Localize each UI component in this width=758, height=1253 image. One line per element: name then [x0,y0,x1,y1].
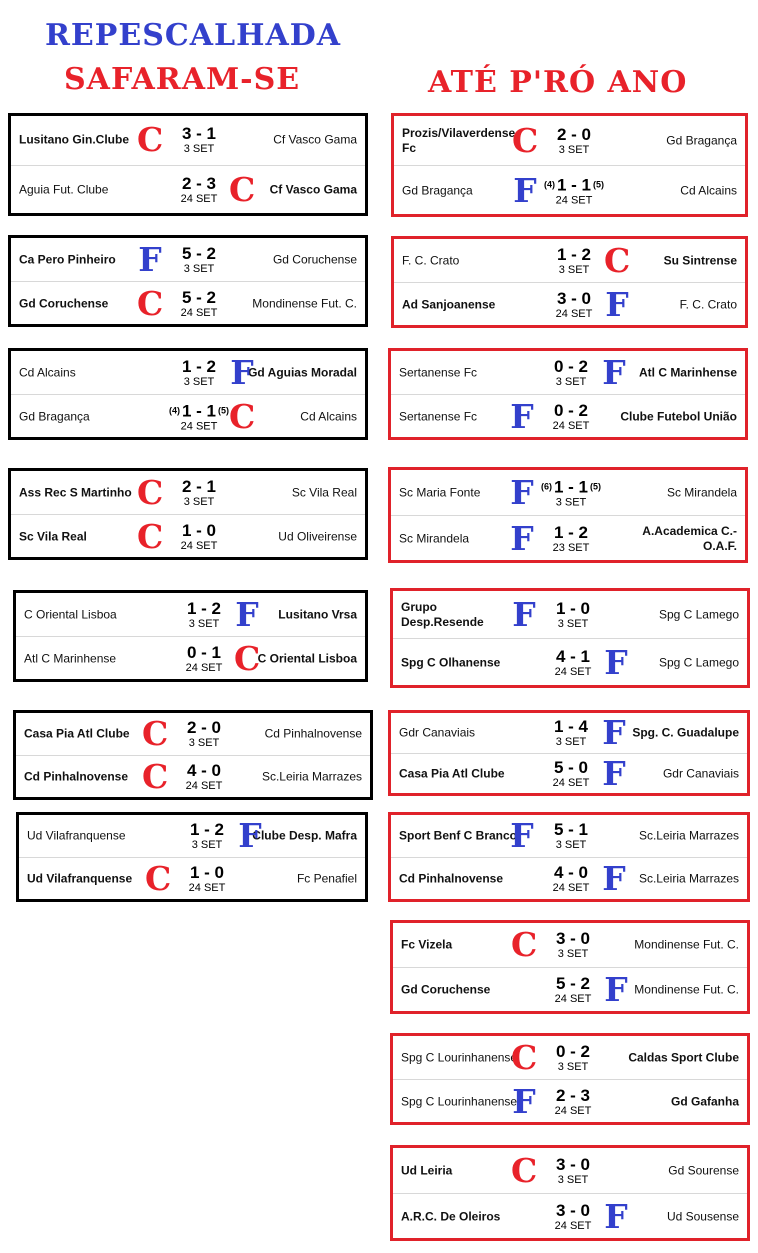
home-team: C Oriental Lisboa [24,607,117,621]
penalty-home: (6) [540,481,552,491]
match-row [11,514,365,558]
f-marker-icon: F [235,594,259,634]
f-marker-icon: F [602,713,626,752]
score: 2 - 0 [556,124,592,144]
score-block [533,930,613,960]
match-date: 3 SET [557,1060,589,1073]
match-row [393,1148,747,1193]
match-row [16,713,370,755]
score-block [164,644,244,674]
match-card [390,920,750,1014]
away-team: Cd Alcains [680,183,737,197]
score-block [167,821,247,851]
match-row [393,923,747,967]
score: 4 - 1 [555,646,591,666]
score: 1 - 0 [555,598,591,618]
away-team: Gdr Canaviais [662,766,739,781]
score-block [531,718,611,748]
home-team: Sport Benf C Branco [399,828,518,843]
score: 2 - 3 [555,1085,591,1105]
f-marker-icon: F [605,284,629,324]
home-team: Gdr Canaviais [399,725,476,740]
score: 0 - 1 [186,642,222,662]
f-marker-icon: F [604,1196,628,1236]
f-marker-icon: F [604,970,628,1009]
match-row [16,636,365,680]
home-team: Lusitano Gin.Clube [19,132,129,147]
match-date: 24 SET [185,661,223,674]
c-marker-icon: C [137,516,164,556]
score: 5 - 0 [553,758,589,777]
score-block [534,246,614,276]
score: 1 - 2 [556,244,592,264]
match-date: 3 SET [188,617,220,630]
match-date: 3 SET [557,948,589,960]
score-block [159,401,239,432]
c-marker-icon: C [511,925,538,964]
home-team: Spg C Lourinhanense [401,1094,518,1108]
score-block [164,762,244,792]
match-row [394,282,745,326]
match-date: 3 SET [183,143,215,156]
score: 5 - 2 [181,287,217,307]
c-marker-icon: C [142,757,169,796]
home-team: Sertanense Fc [399,409,478,423]
match-date: 24 SET [554,665,592,678]
score-block [164,600,244,630]
c-marker-icon: C [137,283,164,323]
match-date: 24 SET [185,780,223,792]
score: 0 - 2 [553,356,589,376]
f-marker-icon: F [512,594,536,634]
score-block [531,358,611,388]
score: 0 - 2 [553,400,589,420]
match-date: 24 SET [554,1219,592,1232]
score: 1 - 2 [189,820,225,839]
match-row [19,857,365,900]
c-marker-icon: C [145,859,172,898]
score: 5 - 2 [181,243,217,263]
away-team: Cd Pinhalnovense [264,726,362,741]
score: 0 - 2 [555,1041,591,1061]
home-team: Casa Pia Atl Clube [24,726,130,741]
home-team: Atl C Marinhense [24,651,117,665]
match-card [391,236,748,328]
match-row [16,593,365,636]
home-team: Ud Leiria [401,1163,453,1177]
c-marker-icon: C [511,1037,538,1077]
score-block [531,402,611,432]
match-date: 24 SET [554,993,592,1005]
score-block [533,1202,613,1232]
match-row [391,470,745,515]
away-team: Ud Oliveirense [278,529,357,543]
f-marker-icon: F [138,239,162,279]
match-row [11,471,365,514]
score-block [531,821,611,851]
score: 1 - 2 [553,522,589,542]
f-marker-icon: F [513,170,537,210]
home-team: Fc Vizela [401,937,453,952]
score-block [534,175,614,206]
score-block [164,719,244,749]
score: 2 - 1 [181,476,217,496]
match-row [391,857,747,900]
away-team: Clube Desp. Mafra [252,828,357,843]
score-block [159,245,239,275]
f-marker-icon: F [510,396,534,436]
f-marker-icon: F [602,754,626,793]
f-marker-icon: F [230,352,254,392]
score: 1 - 0 [181,520,217,540]
match-row [393,1079,747,1123]
penalty-away: (5) [590,481,602,491]
f-marker-icon: F [602,859,626,898]
away-team: Spg. C. Guadalupe [632,725,739,740]
c-marker-icon: C [234,638,261,678]
home-team: Ca Pero Pinheiro [19,252,116,266]
score: 1 - 4 [553,717,589,736]
away-team: Cd Alcains [300,409,357,423]
match-row [11,165,365,215]
match-date: 24 SET [552,777,590,789]
match-date: 24 SET [188,882,226,894]
score: 1 - 0 [189,863,225,882]
match-row [394,239,745,282]
match-card [16,812,368,902]
match-date: 3 SET [555,839,587,851]
match-date: 24 SET [552,419,590,432]
match-date: 3 SET [555,736,587,748]
match-date: 23 SET [552,541,590,554]
match-row [393,591,747,638]
score: 5 - 1 [553,820,589,839]
match-row [393,1036,747,1079]
match-date: 3 SET [557,617,589,630]
match-card [391,113,748,217]
away-team: Cf Vasco Gama [273,132,357,147]
match-date: 24 SET [180,192,218,205]
away-team: Ud Sousense [666,1209,739,1223]
away-team: Spg C Lamego [658,607,739,621]
f-marker-icon: F [510,472,534,512]
score: 1 - 1 [553,477,589,496]
score-block [534,126,614,156]
match-row [11,238,365,281]
match-card [8,235,368,327]
match-date: 24 SET [554,1104,592,1117]
home-team: Cd Pinhalnovense [24,769,129,784]
match-row [394,116,745,165]
score: 1 - 2 [181,356,217,376]
score: 1 - 2 [186,598,222,618]
away-team: Clube Futebol União [620,409,737,423]
home-team: Spg C Lourinhanense [401,1050,518,1064]
match-row [393,1193,747,1239]
match-card [8,348,368,440]
score: 5 - 2 [555,974,591,993]
match-row [391,515,745,561]
home-team: Sertanense Fc [399,365,478,379]
match-date: 24 SET [180,539,218,552]
away-team: Sc.Leiria Marrazes [638,828,739,843]
home-team: Grupo Desp.Resende [401,599,484,629]
match-date: 3 SET [557,1173,589,1186]
home-team: Gd Coruchense [401,982,491,997]
match-date: 24 SET [180,420,218,432]
away-team: Sc.Leiria Marrazes [261,769,362,784]
match-card [388,467,748,563]
score: 3 - 0 [555,929,591,948]
home-team: Prozis/Vilaverdense Fc [402,125,516,155]
score-block [531,759,611,789]
away-team: Sc.Leiria Marrazes [638,871,739,886]
home-team: Casa Pia Atl Clube [399,766,505,781]
home-team: Sc Vila Real [19,529,87,543]
away-team: Su Sintrense [663,253,737,267]
match-card [8,113,368,216]
score-block [159,358,239,388]
away-team: Mondinense Fut. C. [252,296,357,310]
match-date: 3 SET [191,839,223,851]
match-date: 3 SET [558,263,590,276]
match-row [391,753,747,794]
match-row [391,351,745,394]
score-block [159,125,239,155]
c-marker-icon: C [511,1150,538,1190]
match-row [394,165,745,215]
f-marker-icon: F [238,816,262,855]
score: 3 - 0 [556,288,592,308]
away-team: Atl C Marinhense [638,365,737,379]
score: 1 - 1 [181,401,217,420]
title-safaram-se: SAFARAM-SE [64,62,301,97]
match-date: 3 SET [183,375,215,388]
away-team: C Oriental Lisboa [257,651,357,665]
match-row [391,815,747,857]
away-team: Caldas Sport Clube [628,1050,739,1064]
home-team: Ass Rec S Martinho [19,485,132,499]
score: 3 - 1 [181,124,217,144]
score-block [533,1156,613,1186]
home-team: Cd Alcains [19,365,76,379]
f-marker-icon: F [510,518,534,558]
match-card [390,588,750,688]
score: 3 - 0 [555,1200,591,1220]
match-card [390,1033,750,1125]
match-row [11,116,365,165]
c-marker-icon: C [137,120,164,160]
title-ate-pro-ano: ATÉ P'RÓ ANO [428,65,688,100]
match-row [393,967,747,1012]
c-marker-icon: C [604,240,631,280]
c-marker-icon: C [512,120,539,160]
score-block [159,522,239,552]
score-block [159,175,239,205]
match-card [388,710,750,796]
home-team: Ad Sanjoanense [402,297,496,311]
away-team: Gd Bragança [666,133,737,147]
away-team: Mondinense Fut. C. [634,982,739,997]
score-block [533,1043,613,1073]
score-block [159,478,239,508]
score-block [159,289,239,319]
away-team: Gd Aguias Moradal [248,365,357,379]
home-team: Aguia Fut. Clube [19,182,109,197]
home-team: Sc Maria Fonte [399,485,481,499]
c-marker-icon: C [142,714,169,753]
match-row [391,394,745,438]
f-marker-icon: F [510,816,534,855]
match-card [8,468,368,560]
match-card [13,710,373,800]
penalty-home: (4) [543,179,555,189]
away-team: Gd Gafanha [670,1094,739,1108]
away-team: Mondinense Fut. C. [634,937,739,952]
home-team: Ud Vilafranquense [27,871,133,886]
home-team: Gd Bragança [402,183,473,197]
score: 2 - 3 [181,173,217,193]
home-team: Ud Vilafranquense [27,828,126,843]
home-team: F. C. Crato [402,253,460,267]
home-team: Sc Mirandela [399,531,470,545]
score: 1 - 1 [556,175,592,194]
c-marker-icon: C [137,472,164,512]
f-marker-icon: F [512,1081,536,1121]
score: 3 - 0 [555,1154,591,1174]
away-team: Sc Mirandela [666,485,737,499]
score-block [533,975,613,1005]
match-date: 24 SET [180,306,218,319]
away-team: Sc Vila Real [291,485,357,499]
c-marker-icon: C [229,396,256,436]
penalty-away: (5) [593,179,605,189]
score-block [534,290,614,320]
match-date: 24 SET [555,194,593,206]
match-date: 3 SET [555,375,587,388]
home-team: Spg C Olhanense [401,655,501,669]
penalty-home: (4) [168,405,180,415]
score-block [531,477,611,508]
match-row [11,394,365,438]
match-row [391,713,747,753]
match-date: 24 SET [552,882,590,894]
match-card [390,1145,750,1241]
f-marker-icon: F [604,642,628,682]
score-block [533,600,613,630]
score: 4 - 0 [553,863,589,882]
away-team: F. C. Crato [679,297,737,311]
away-team: Cf Vasco Gama [269,182,357,197]
score-block [167,864,247,894]
away-team: Spg C Lamego [658,655,739,669]
away-team: Fc Penafiel [296,871,357,886]
match-row [11,281,365,325]
match-row [393,638,747,686]
score-block [531,524,611,554]
away-team: A.Academica C.-O.A.F. [642,523,737,553]
match-row [19,815,365,857]
match-date: 3 SET [555,496,587,508]
away-team: Lusitano Vrsa [278,607,357,621]
home-team: A.R.C. De Oleiros [401,1209,501,1223]
match-date: 24 SET [555,307,593,320]
match-date: 3 SET [558,143,590,156]
match-card [388,348,748,440]
home-team: Cd Pinhalnovense [399,871,504,886]
score: 4 - 0 [186,761,222,780]
score-block [531,864,611,894]
match-row [11,351,365,394]
home-team: Gd Bragança [19,409,90,423]
score-block [533,648,613,678]
c-marker-icon: C [229,169,256,209]
penalty-away: (5) [218,405,230,415]
title-repescalhada: REPESCALHADA [45,18,342,53]
score-block [533,1087,613,1117]
score: 2 - 0 [186,718,222,737]
match-card [13,590,368,682]
match-card [388,812,750,902]
match-date: 3 SET [183,495,215,508]
away-team: Gd Coruchense [272,252,357,266]
match-date: 3 SET [183,262,215,275]
f-marker-icon: F [602,352,626,392]
home-team: Gd Coruchense [19,296,109,310]
away-team: Gd Sourense [668,1163,739,1177]
match-row [16,755,370,798]
match-date: 3 SET [188,737,220,749]
